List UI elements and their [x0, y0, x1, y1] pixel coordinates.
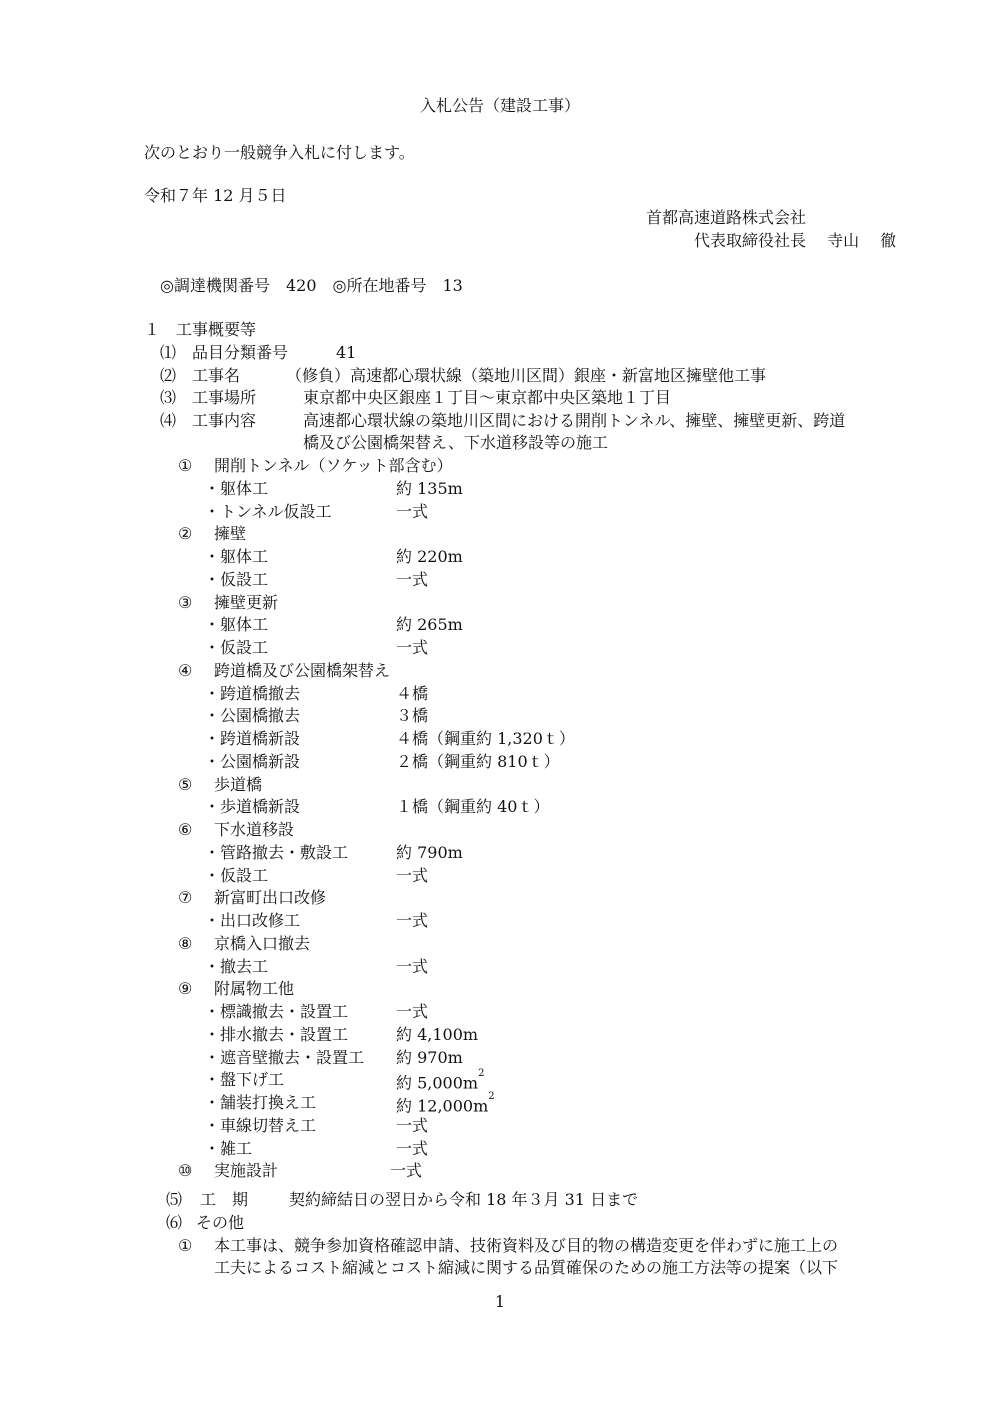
item-label: 工事場所	[192, 388, 257, 407]
work-line-quantity	[396, 729, 575, 749]
quantity-value: ４橋	[396, 683, 429, 703]
item-value-continuation: 橋及び公園橋架替え、下水道移設等の施工	[303, 433, 608, 452]
work-line-quantity	[396, 1002, 428, 1022]
quantity-value: 約 5,000m	[396, 1073, 479, 1093]
work-line-name: ・仮設工	[204, 865, 269, 885]
work-line-name: ・排水撤去・設置工	[204, 1024, 349, 1044]
quantity-value: 約 4,100m	[396, 1024, 479, 1044]
work-line-quantity	[396, 547, 463, 567]
quantity-value: 約 970m	[396, 1047, 463, 1067]
quantity-value: 一式	[396, 1002, 429, 1021]
quantity-value: 一式	[396, 1115, 429, 1135]
work-line-name: ・車線切替え工	[204, 1115, 317, 1135]
work-number: ①	[178, 1236, 193, 1255]
work-line-quantity	[396, 866, 428, 886]
quantity-value: 約 790m	[396, 842, 463, 862]
quantity-value: 一式	[396, 1138, 429, 1158]
work-line-name: ・躯体工	[204, 478, 269, 498]
quantity-value: ３橋	[396, 706, 429, 726]
unit-exponent: 2	[478, 1068, 485, 1080]
work-line-quantity	[396, 843, 463, 863]
work-line-quantity	[396, 752, 560, 772]
item-label: その他	[196, 1213, 245, 1232]
unit-exponent: 2	[488, 1091, 495, 1102]
work-line-quantity	[396, 706, 428, 726]
quantity-value: 一式	[396, 638, 429, 657]
work-title: 附属物工他	[214, 979, 295, 999]
work-title: 跨道橋及び公園橋架替え	[214, 660, 391, 680]
work-number: ①	[178, 456, 193, 475]
issue-date: 令和７年 12 月５日	[144, 186, 287, 205]
work-line-quantity	[396, 1070, 484, 1093]
work-line-name: ・出口改修工	[204, 911, 301, 930]
work-number: ④	[178, 660, 193, 680]
work-line-name: ・盤下げ工	[204, 1070, 285, 1090]
page-number: 1	[494, 1292, 506, 1311]
quantity-value: ４橋（鋼重約 1,320ｔ）	[396, 729, 575, 748]
item-number: ⑹	[166, 1213, 183, 1232]
quantity-value: 約 220m	[396, 547, 463, 566]
item-number: ⑷	[160, 411, 177, 430]
quantity-value: 一式	[396, 911, 429, 930]
work-line-quantity	[396, 957, 428, 977]
work-line-name: ・歩道橋新設	[204, 797, 301, 817]
quantity-value: 約 265m	[396, 615, 463, 635]
other-item-text: 本工事は、競争参加資格確認申請、技術資料及び目的物の構造変更を伴わずに施工上の	[214, 1236, 839, 1255]
work-line-name: ・管路撤去・敷設工	[204, 842, 349, 862]
work-line-name: ・躯体工	[204, 547, 269, 566]
item-label: 工事名	[192, 366, 241, 385]
item-value: 41	[336, 343, 357, 362]
work-line-name: ・躯体工	[204, 615, 269, 635]
quantity-value: 約 135m	[396, 478, 463, 498]
work-title: 擁壁更新	[214, 592, 279, 612]
work-number: ⑩	[178, 1161, 193, 1181]
work-line-quantity	[396, 502, 428, 522]
work-number: ⑥	[178, 820, 193, 839]
item-number: ⑶	[160, 388, 177, 407]
quantity-value: 一式	[396, 501, 429, 521]
work-line-quantity	[396, 684, 428, 704]
work-number: ②	[178, 524, 193, 544]
quantity-value: ２橋（鋼重約 810ｔ）	[396, 751, 560, 771]
work-line-name: ・遮音壁撤去・設置工	[204, 1047, 365, 1067]
item-label: 工 期	[200, 1190, 249, 1209]
work-line-quantity	[396, 638, 428, 658]
work-line-quantity	[396, 479, 463, 499]
work-title: 京橋入口撤去	[214, 933, 311, 953]
work-line-quantity	[396, 911, 428, 931]
work-title: 擁壁	[214, 524, 247, 544]
issuer-company: 首都高速道路株式会社	[646, 208, 807, 227]
quantity-value: 一式	[396, 865, 429, 885]
work-title: 実施設計	[214, 1161, 279, 1181]
procurement-codes: ◎調達機関番号 420 ◎所在地番号 13	[160, 276, 463, 295]
item-label: 品目分類番号	[192, 343, 289, 362]
quantity-value: １橋（鋼重約 40ｔ）	[396, 797, 550, 817]
item-value: 契約締結日の翌日から令和 18 年３月 31 日まで	[289, 1190, 639, 1209]
work-line-quantity	[396, 1093, 495, 1116]
quantity-value: 一式	[396, 956, 429, 976]
work-line-name: ・トンネル仮設工	[204, 501, 332, 521]
work-number: ⑨	[178, 979, 193, 999]
work-line-name: ・公園橋新設	[204, 751, 301, 771]
work-line-name: ・撤去工	[204, 956, 269, 976]
work-line-quantity	[396, 1139, 428, 1159]
other-item-continuation: 工夫によるコスト縮減とコスト縮減に関する品質確保のための施工方法等の提案（以下	[214, 1258, 839, 1277]
work-title: 下水道移設	[214, 820, 295, 839]
work-line-quantity	[396, 797, 549, 817]
work-line-quantity	[396, 1025, 478, 1045]
work-line-name: ・仮設工	[204, 638, 269, 657]
item-label: 工事内容	[192, 411, 257, 430]
work-number: ③	[178, 592, 193, 612]
section-heading: １ 工事概要等	[144, 320, 257, 339]
item-number: ⑸	[166, 1190, 183, 1209]
item-value: 東京都中央区銀座１丁目～東京都中央区築地１丁目	[303, 388, 672, 407]
item-value: 高速都心環状線の築地川区間における開削トンネル、擁壁、擁壁更新、跨道	[303, 411, 846, 430]
work-title: 新富町出口改修	[214, 888, 327, 908]
work-line-name: ・跨道橋撤去	[204, 683, 301, 703]
quantity-value: 約 12,000m	[396, 1096, 489, 1116]
work-number: ⑦	[178, 888, 193, 908]
work-line-quantity	[396, 615, 463, 635]
work-number: ⑤	[178, 774, 193, 794]
work-line-quantity	[396, 570, 428, 590]
page-title: 入札公告（建設工事）	[419, 96, 580, 115]
work-quantity: 一式	[390, 1161, 423, 1181]
work-line-quantity	[396, 1116, 428, 1136]
work-line-name: ・跨道橋新設	[204, 729, 301, 748]
work-title: 開削トンネル（ソケット部含む）	[214, 456, 453, 475]
work-line-name: ・雑工	[204, 1138, 253, 1158]
work-line-quantity	[396, 1048, 463, 1068]
item-number: ⑴	[160, 343, 177, 362]
work-title: 歩道橋	[214, 774, 263, 794]
item-number: ⑵	[160, 366, 177, 385]
work-line-name: ・公園橋撤去	[204, 706, 301, 726]
quantity-value: 一式	[396, 569, 429, 589]
work-line-name: ・標識撤去・設置工	[204, 1002, 349, 1021]
work-line-name: ・舗装打換え工	[204, 1093, 317, 1112]
issuer-representative: 代表取締役社長 寺山 徹	[694, 231, 897, 250]
work-number: ⑧	[178, 933, 193, 953]
item-value: （修負）高速都心環状線（築地川区間）銀座・新富地区擁壁他工事	[286, 366, 767, 385]
intro-text: 次のとおり一般競争入札に付します。	[144, 143, 415, 162]
work-line-name: ・仮設工	[204, 569, 269, 589]
